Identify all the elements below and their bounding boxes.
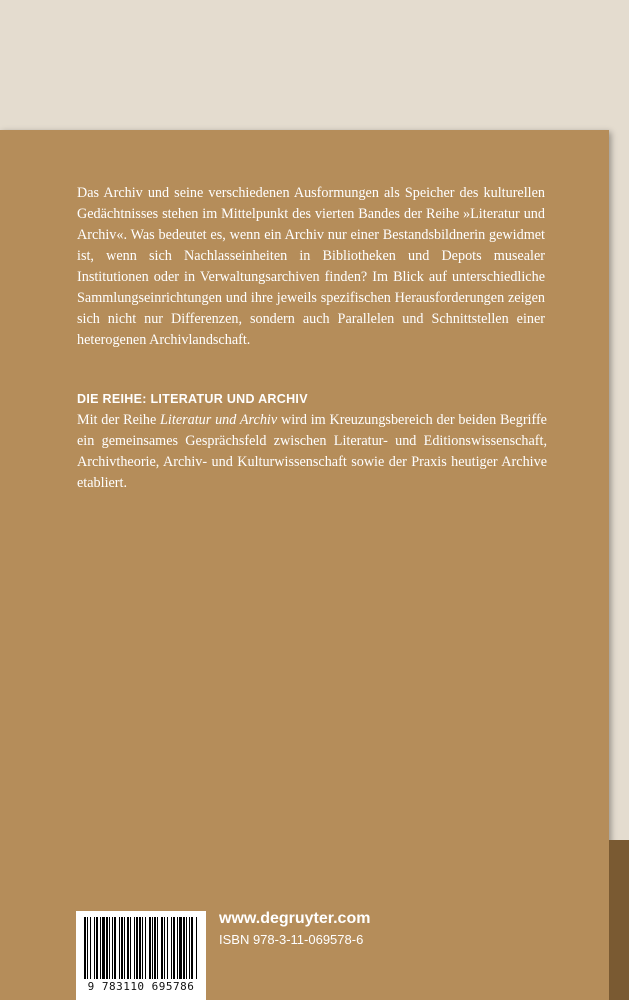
barcode-bar [134,917,135,979]
barcode-bar [112,917,113,979]
publisher-url: www.degruyter.com [219,910,371,927]
barcode-bar [149,917,151,979]
barcode-bar [183,917,185,979]
barcode-bar [109,917,110,979]
barcode-bar [130,917,131,979]
barcode-bar [191,917,193,979]
barcode-bar [177,917,178,979]
barcode-bar [94,917,95,979]
blurb-text [77,183,545,351]
barcode-bar [154,917,156,979]
barcode-bar [127,917,129,979]
barcode-bars [82,917,200,979]
barcode-bar [119,917,120,979]
barcode-bar [121,917,123,979]
barcode-bar [102,917,105,979]
barcode [76,911,206,1000]
barcode-bar [90,917,91,979]
barcode-bar [173,917,175,979]
barcode-bar [179,917,182,979]
series-paragraph [77,410,547,494]
series-text-before: Mit der Reihe [77,412,161,428]
barcode-bar [114,917,116,979]
barcode-bar [157,917,158,979]
barcode-bar [189,917,190,979]
barcode-bar [171,917,172,979]
series-text-after: wird im Kreuzungsbereich der beiden Begriffe ein gemeinsames Gesprächsfeld zwischen Literatur- und Editionswissenschaft, Archivtheorie, Archiv- und Kulturwissenschaft sowie der Praxis heutiger Archive etabliert. [77,412,547,491]
barcode-bar [164,917,165,979]
blurb-paragraph: Das Archiv und seine verschiedenen Ausformungen als Speicher des kulturellen Gedächtnisses stehen im Mittelpunkt des vierten Bandes der Reihe »Literatur und Archiv«. Was bedeutet es, wenn ein Archiv nur einer Bestandsbildnerin gewidmet ist, wenn sich Nachlasseinheiten in Bibliotheken und Depots musealer Institutionen oder in Verwaltungsarchiven finden? Im Blick auf unterschiedliche Sammlungseinrichtungen und ihre jeweils spezifischen Herausforderungen zeigen sich nicht nur Differenzen, sondern auch Parallelen und Schnittstellen einer heterogenen Archivlandschaft. [77,185,545,348]
barcode-bar [139,917,141,979]
barcode-digits: 9 783110 695786 [87,980,195,993]
series-title-italic: Literatur und Archiv [160,412,278,428]
barcode-bar [136,917,138,979]
isbn-number: ISBN 978-3-11-069578-6 [219,932,364,947]
barcode-bar [145,917,146,979]
cover-edge-strip [609,840,629,1000]
barcode-bar [124,917,125,979]
barcode-bar [96,917,98,979]
series-heading: DIE REIHE: LITERATUR UND ARCHIV [77,392,308,406]
barcode-bar [84,917,86,979]
barcode-bar [152,917,153,979]
barcode-bar [186,917,187,979]
barcode-bar [106,917,108,979]
barcode-bar [167,917,168,979]
barcode-bar [196,917,197,979]
barcode-bar [100,917,101,979]
barcode-bar [87,917,88,979]
barcode-bar [161,917,163,979]
series-description [77,410,547,494]
barcode-bar [142,917,143,979]
